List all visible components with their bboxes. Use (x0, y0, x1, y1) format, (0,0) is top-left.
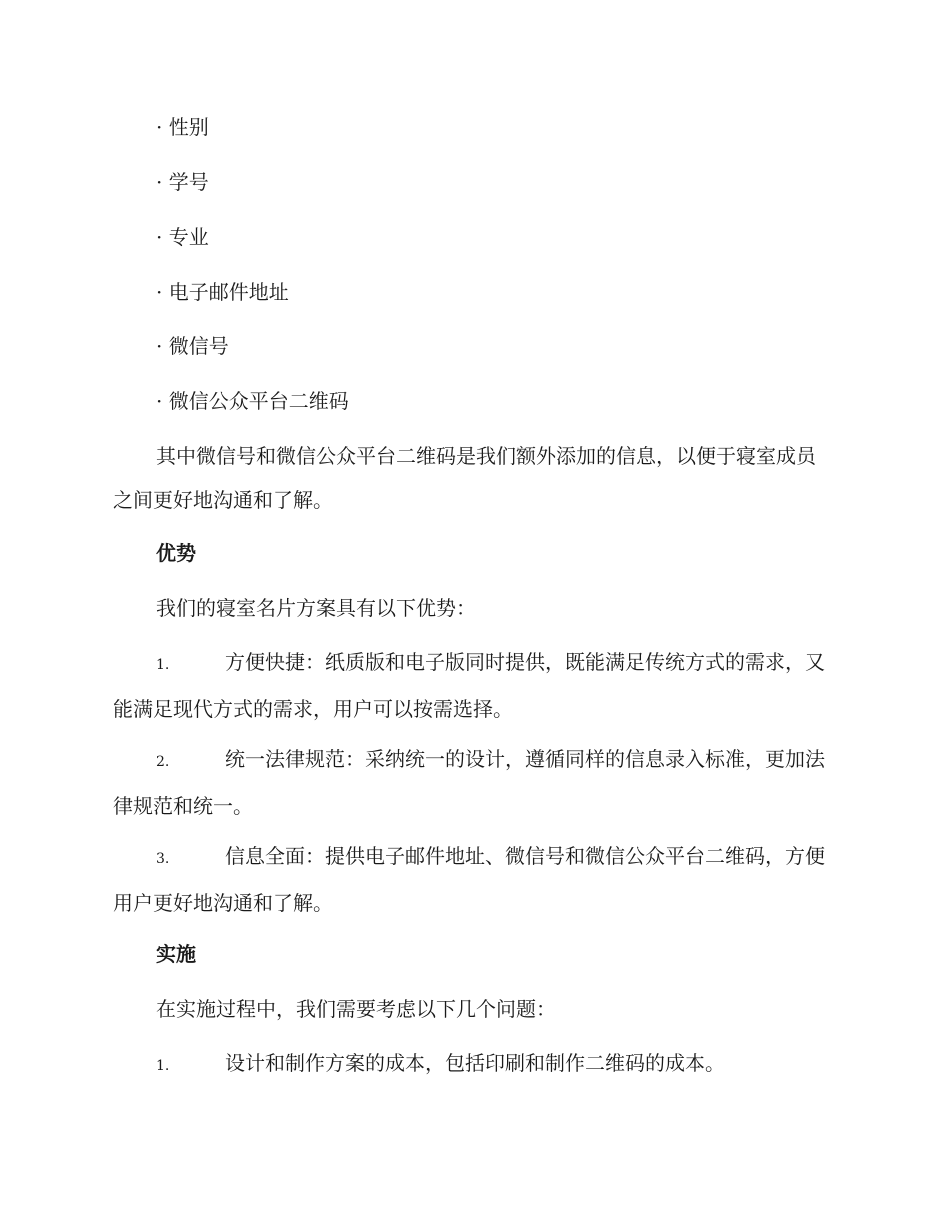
heading-implementation: 实施 (156, 942, 196, 966)
implementation-item-1 (113, 1041, 833, 1088)
bullet-item-student-id: · 学号 (156, 170, 209, 194)
item-number: 2. (156, 754, 170, 770)
bullet-item-email: · 电子邮件地址 (156, 280, 289, 304)
item-number: 1. (156, 1058, 170, 1074)
item-text: 设计和制作方案的成本，包括印刷和制作二维码的成本。 (225, 1051, 725, 1075)
item-number: 1. (156, 657, 170, 673)
heading-advantages: 优势 (156, 541, 196, 565)
advantages-intro (113, 586, 833, 630)
bullet-item-gender: · 性别 (156, 115, 209, 139)
implementation-intro-text: 在实施过程中，我们需要考虑以下几个问题： (156, 997, 556, 1021)
bullet-item-major: · 专业 (156, 225, 209, 249)
note-paragraph-text: 其中微信号和微信公众平台二维码是我们额外添加的信息，以便于寝室成员之间更好地沟通和了解。 (113, 444, 816, 512)
bullet-item-wechat-id: · 微信号 (156, 334, 229, 358)
advantage-item-2 (113, 737, 833, 828)
advantage-item-1 (113, 640, 833, 731)
item-number: 3. (156, 851, 170, 867)
item-text: 方便快捷：纸质版和电子版同时提供，既能满足传统方式的需求，又能满足现代方式的需求，用户可以按需选择。 (113, 650, 825, 721)
advantages-intro-text: 我们的寝室名片方案具有以下优势： (156, 596, 476, 620)
advantage-item-3 (113, 834, 833, 925)
implementation-intro (113, 987, 833, 1031)
item-text: 信息全面：提供电子邮件地址、微信号和微信公众平台二维码，方便用户更好地沟通和了解。 (113, 844, 825, 915)
item-text: 统一法律规范：采纳统一的设计，遵循同样的信息录入标准，更加法律规范和统一。 (113, 747, 825, 818)
note-paragraph (113, 434, 833, 522)
bullet-item-wechat-qrcode: · 微信公众平台二维码 (156, 389, 349, 413)
